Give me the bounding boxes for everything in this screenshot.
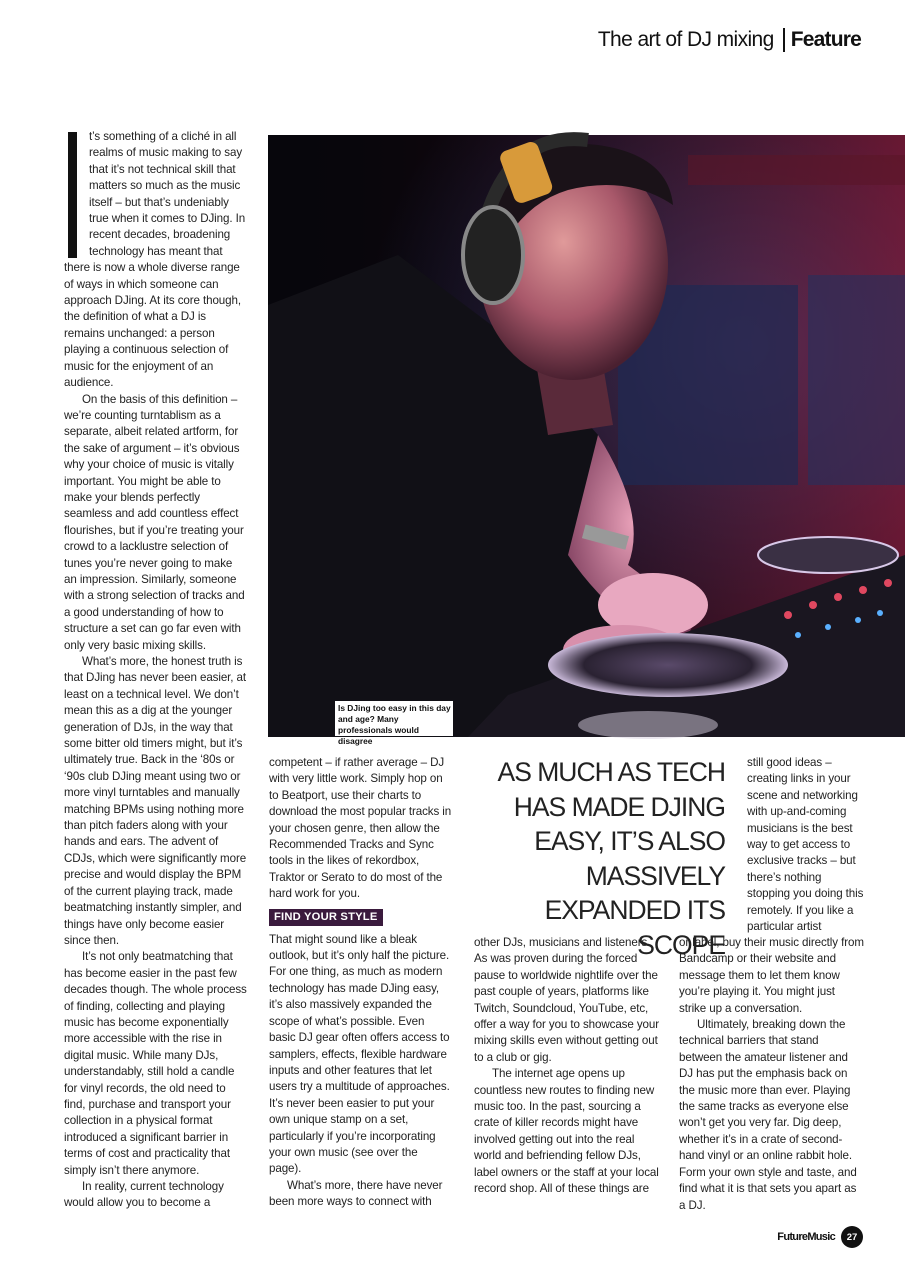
pull-quote: AS MUCH AS TECH HAS MADE DJING EASY, IT’S ALSO MASSIVELY EXPANDED ITS SCOPE <box>497 757 725 960</box>
paragraph-7: That might sound like a bleak outlook, but it’s only half the picture. For one thing, as much as modern technology has made DJing easy, it’s also massively expanded the scope of what’s possible. Even basic DJ gear often offers access to samplers, effects, flexible hardware inputs and other features that let users try a multitude of approaches. It’s never been easier to put your own unique stamp on a set, particularly if you’re incorporating your own music (see over the page). <box>269 932 450 1176</box>
header-section: Feature <box>790 28 861 51</box>
drop-cap-i <box>68 132 77 258</box>
article-column-1 <box>64 129 248 1210</box>
page-number: 27 <box>841 1226 863 1248</box>
article-column-3 <box>474 935 659 1205</box>
header-divider <box>783 28 785 52</box>
article-column-4-top <box>747 755 865 935</box>
article-column-2 <box>269 755 452 1209</box>
subheading-find-your-style: FIND YOUR STYLE <box>269 909 383 926</box>
paragraph-4: It’s not only beatmatching that has become easier in the past few decades though. The whole process of finding, collecting and playing music has become exponentially more accessible with the rise in digital music. While many DJs, understandably, still hold a candle for vinyl records, the old need to find, purchase and transport your collection in a physical format introduced a significant barrier in terms of cost and practicality that simply isn’t there anymore. <box>64 950 247 1177</box>
paragraph-9: still good ideas – creating links in your scene and networking with up-and-coming musicians is the best way to get access to exclusive tracks – but there’s nothing stopping you doing this remotely. If you like a particular artist <box>747 756 864 934</box>
header-title: The art of DJ mixing <box>597 28 774 51</box>
magazine-brand: FutureMusic <box>777 1231 835 1243</box>
dj-photo <box>268 135 905 737</box>
paragraph-12: or label, buy their music directly from Bandcamp or their website and message them to let them know you’re playing it. You might just strike up a conversation. <box>679 936 864 1015</box>
article-column-4 <box>679 935 864 1212</box>
paragraph-3: What’s more, the honest truth is that DJing has never been easier, at least on a technical level. We don’t mean this as a dig at the younger generation of DJs, in the way that some bitter old timers might, but it’s ultimately true. Back in the ‘80s or ‘90s club DJing meant using two or more vinyl turntables and manually matching BPMs using nothing more than pitch faders along with your hands and ears. The advent of CDJs, which were significantly more precise and would display the BPM of the current playing track, made beatmatching instantly simpler, and things have only become easier since then. <box>64 655 247 947</box>
page-footer <box>777 1226 863 1248</box>
running-header <box>598 28 861 52</box>
paragraph-8: What’s more, there have never been more ways to connect with <box>269 1178 443 1209</box>
paragraph-10: other DJs, musicians and listeners. As was proven during the forced pause to worldwide nightlife over the past couple of years, platforms like Twitch, Soundcloud, YouTube, etc, offer a way for you to showcase your mixing skills even without getting out to a club or gig. <box>474 936 660 1064</box>
photo-caption: Is DJing too easy in this day and age? Many professionals would disagree <box>335 701 453 736</box>
paragraph-1: t’s something of a cliché in all realms of music making to say that it’s not technical skill that matters so much as the music itself – but that’s undeniably true when it comes to DJing. In recent decades, broadening technology has meant that there is now a whole diverse range of ways in which someone can approach DJing. At its core though, the definition of what a DJ is remains unchanged: a person playing a continuous selection of music for the enjoyment of an audience. <box>64 130 246 390</box>
paragraph-2: On the basis of this definition – we’re counting turntablism as a separate, albeit related artform, for the sake of argument – it’s obvious why your choice of music is vitally important. You might be able to make your blends perfectly seamless and add countless effect flourishes, but if you’re treating your crowd to a lacklustre selection of tunes you’re never going to make an impression. Similarly, someone with a strong selection of tracks and a good understanding of how to structure a set can go far even with only very basic mixing skills. <box>64 392 245 652</box>
paragraph-13: Ultimately, breaking down the technical barriers that stand between the amateur listener and DJ has put the emphasis back on the music more than ever. Playing the same tracks as everyone else won’t get you very far. Dig deep, whether it’s in a crate of second-hand vinyl or an online rabbit hole. Form your own style and taste, and find what it is that sets you apart as a DJ. <box>679 1018 857 1212</box>
paragraph-6: competent – if rather average – DJ with very little work. Simply hop on to Beatport, use their charts to download the most popular tracks in your chosen genre, then allow the Recommended Tracks and Sync tools in the likes of rekordbox, Traktor or Serato to do most of the hard work for you. <box>269 756 452 901</box>
paragraph-5: In reality, current technology would allow you to become a <box>64 1180 224 1210</box>
dj-photo-illustration <box>268 135 905 737</box>
paragraph-11: The internet age opens up countless new routes to finding new music too. In the past, sourcing a crate of killer records might have involved getting out into the real world and befriending fellow DJs, label owners or the staff at your local record shop. All of these things are <box>474 1067 659 1196</box>
